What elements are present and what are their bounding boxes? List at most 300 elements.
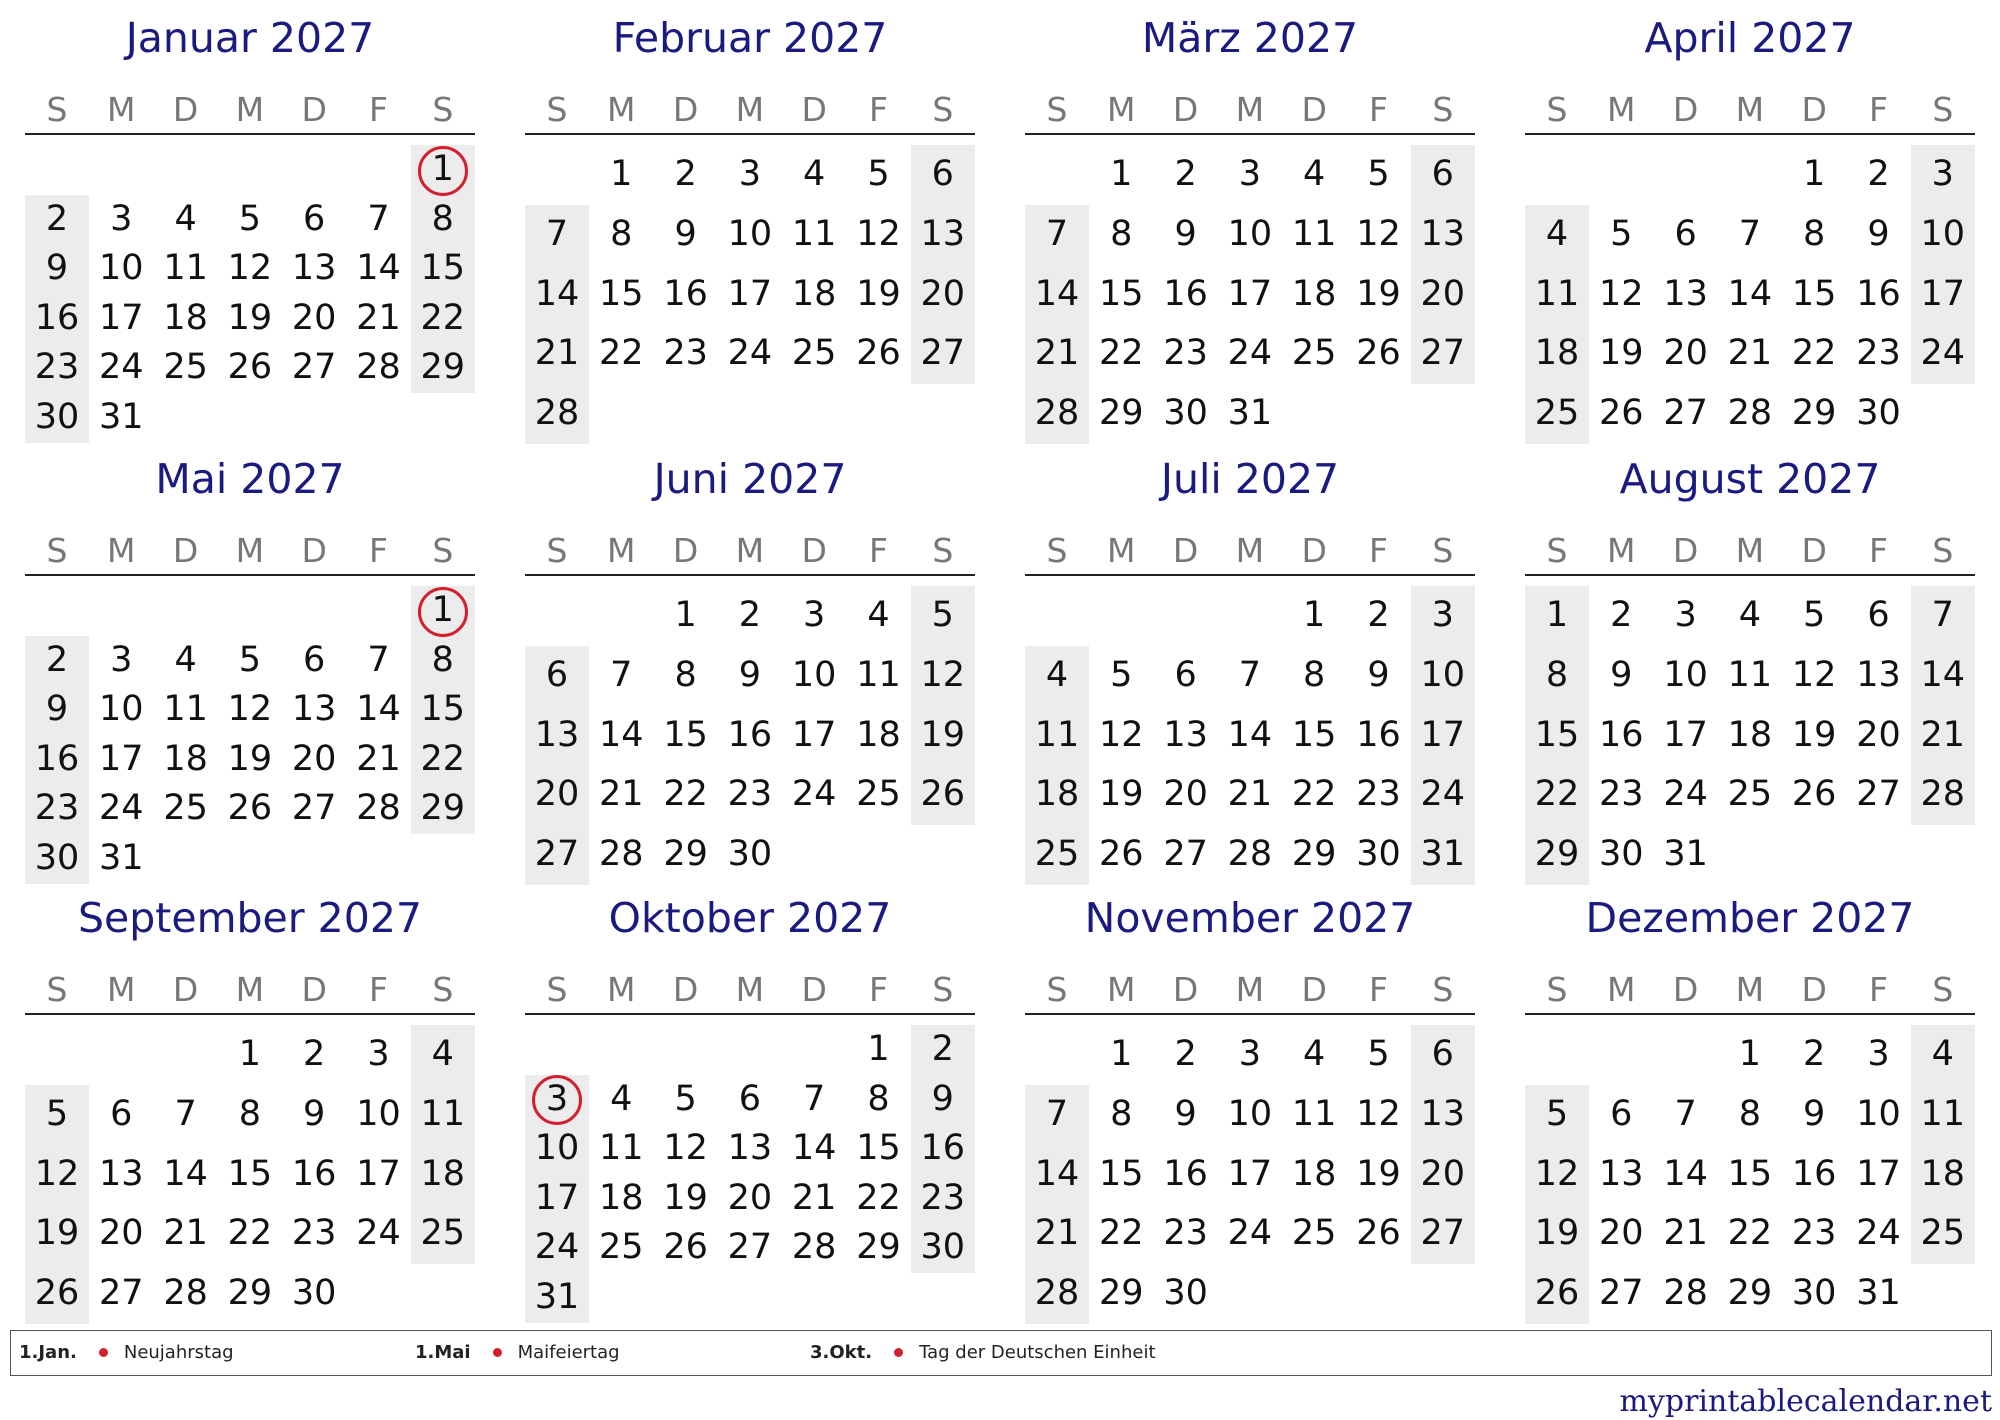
day-cell: 8 [1738,1093,1762,1134]
day-cell: 21 [1034,1213,1080,1254]
day-cell: 29 [1099,393,1144,434]
weekday-header: D [1172,531,1199,570]
weekday-header: M [607,531,636,570]
day-cell: 19 [1099,774,1144,815]
day-cell: 13 [99,1153,144,1194]
day-cell: 5 [1545,1093,1569,1134]
day-cell: 22 [420,738,466,779]
weekday-header: D [1301,90,1327,129]
day-cell: 8 [1803,213,1826,254]
day-cell: 19 [227,738,273,779]
day-cell: 13 [1663,273,1708,314]
day-cell: 16 [663,273,708,314]
day-cell: 4 [1545,213,1569,254]
header-rule [525,574,975,576]
day-cell: 22 [856,1177,901,1218]
day-cell: 6 [303,639,326,680]
day-cell: 30 [291,1273,337,1314]
day-cell: 7 [545,213,569,254]
day-cell: 5 [1610,213,1633,254]
weekday-header: F [369,90,388,129]
weekday-header: D [672,90,699,129]
day-cell: 11 [163,248,208,289]
day-cell: 31 [1227,393,1273,434]
day-cell: 20 [534,774,580,815]
day-cell: 1 [431,590,454,630]
day-cell: 2 [45,198,69,239]
month-calendar [525,10,975,440]
day-cell: 19 [1599,333,1644,374]
day-cell: 9 [1367,654,1390,695]
month-calendar [1525,10,1975,440]
day-cell: 9 [45,689,69,730]
day-cell: 3 [1238,154,1262,194]
day-cell: 18 [791,273,837,314]
day-cell: 10 [1856,1093,1901,1134]
day-cell: 15 [599,273,644,314]
day-cell: 24 [1663,774,1708,815]
day-cell: 12 [227,689,273,730]
weekday-header: M [735,531,765,570]
weekday-header: F [1869,531,1888,570]
day-cell: 4 [1738,595,1762,635]
month-calendar [525,890,975,1320]
day-cell: 17 [1227,273,1273,314]
day-cell: 6 [931,154,954,194]
weekday-header: D [301,531,327,570]
weekday-header: S [1932,90,1954,129]
day-cell: 15 [1291,714,1337,755]
day-cell: 31 [99,397,144,437]
day-cell: 6 [1674,213,1697,254]
weekday-header: S [46,531,68,570]
day-cell: 13 [1856,654,1901,695]
day-cell: 14 [1227,714,1273,755]
weekday-header: F [1369,970,1388,1009]
day-cell: 11 [856,654,901,695]
day-cell: 20 [727,1177,773,1218]
day-cell: 13 [1420,1093,1466,1134]
weekday-header: D [801,970,827,1009]
day-cell: 4 [610,1078,633,1119]
header-rule [1525,1013,1975,1015]
day-cell: 9 [738,654,762,695]
day-cell: 3 [1867,1034,1890,1074]
day-cell: 23 [291,1213,337,1254]
weekday-header: D [801,90,827,129]
day-cell: 5 [1803,595,1826,635]
day-cell: 11 [1291,1093,1337,1134]
day-cell: 8 [1545,654,1569,695]
day-cell: 30 [1163,1273,1208,1314]
weekday-header: S [546,90,568,129]
day-cell: 28 [534,393,580,434]
day-cell: 26 [920,774,966,815]
weekday-header: S [932,970,954,1009]
day-cell: 17 [1856,1153,1901,1194]
day-cell: 15 [1099,273,1144,314]
day-cell: 25 [1291,333,1337,374]
day-cell: 12 [227,248,273,289]
day-cell: 14 [599,714,644,755]
weekday-header: S [432,90,454,129]
day-cell: 7 [610,654,633,695]
day-cell: 30 [1856,393,1901,434]
day-cell: 18 [599,1177,644,1218]
day-cell: 10 [727,213,773,254]
legend-label: Maifeiertag [517,1342,620,1363]
day-cell: 12 [1356,213,1401,254]
day-cell: 28 [356,788,401,829]
day-cell: 7 [367,198,390,239]
weekday-header: F [1369,531,1388,570]
day-cell: 7 [1931,595,1954,635]
day-cell: 10 [99,248,144,289]
day-cell: 10 [99,689,144,730]
day-cell: 10 [1663,654,1708,695]
day-cell: 24 [1856,1213,1901,1254]
holiday-legend [10,1330,1992,1376]
day-cell: 16 [34,738,80,779]
day-cell: 9 [1610,654,1633,695]
day-cell: 2 [45,639,69,680]
day-cell: 21 [1920,714,1966,755]
day-cell: 16 [1599,714,1644,755]
day-cell: 22 [663,774,708,815]
day-cell: 4 [174,639,197,680]
month-title: Mai 2027 [155,455,345,503]
day-cell: 16 [1356,714,1401,755]
day-cell: 9 [45,248,69,289]
day-cell: 2 [1174,1034,1197,1074]
weekday-header: M [1235,970,1265,1009]
day-cell: 2 [931,1029,954,1069]
day-cell: 7 [1238,654,1262,695]
day-cell: 5 [238,198,262,239]
day-cell: 11 [1920,1093,1966,1134]
site-link[interactable]: myprintablecalendar.net [1619,1384,1992,1419]
day-cell: 1 [1545,595,1569,635]
day-cell: 12 [1356,1093,1401,1134]
day-cell: 29 [420,788,466,829]
day-cell: 4 [867,595,890,635]
weekday-header: D [801,531,827,570]
day-cell: 2 [1803,1034,1826,1074]
day-cell: 30 [727,834,773,875]
day-cell: 10 [1920,213,1966,254]
day-cell: 26 [663,1227,708,1268]
day-cell: 29 [856,1227,901,1268]
day-cell: 15 [856,1128,901,1169]
weekday-header: M [1607,970,1636,1009]
weekday-header: D [172,970,199,1009]
weekday-header: M [735,90,765,129]
weekday-header: M [1107,90,1136,129]
day-cell: 30 [34,397,80,437]
header-rule [1525,133,1975,135]
header-rule [25,1013,475,1015]
day-cell: 3 [1431,595,1454,635]
weekday-header: M [1235,531,1265,570]
weekday-header: S [46,90,68,129]
day-cell: 22 [1534,774,1580,815]
day-cell: 14 [534,273,580,314]
weekday-header: S [1932,531,1954,570]
day-cell: 25 [856,774,901,815]
day-cell: 3 [110,198,133,239]
day-cell: 23 [1163,333,1208,374]
day-cell: 16 [727,714,773,755]
day-cell: 19 [920,714,966,755]
day-cell: 8 [610,213,633,254]
day-cell: 24 [99,788,144,829]
weekday-header: S [1932,970,1954,1009]
day-cell: 20 [1599,1213,1644,1254]
day-cell: 14 [1663,1153,1708,1194]
day-cell: 8 [867,1078,890,1119]
day-cell: 15 [1791,273,1837,314]
day-cell: 21 [1034,333,1080,374]
day-cell: 28 [1034,393,1080,434]
day-cell: 16 [1163,273,1208,314]
day-cell: 8 [1110,1093,1133,1134]
day-cell: 24 [1420,774,1466,815]
weekday-header: M [235,531,265,570]
day-cell: 15 [420,689,466,730]
day-cell: 9 [1803,1093,1826,1134]
day-cell: 4 [1931,1034,1954,1074]
day-cell: 26 [227,788,273,829]
weekday-header: D [301,970,327,1009]
day-cell: 10 [1227,213,1273,254]
month-title: September 2027 [78,894,422,942]
holiday-dot-icon [493,1348,502,1357]
day-cell: 1 [1803,154,1826,194]
day-cell: 4 [1303,1034,1326,1074]
day-cell: 22 [1099,1213,1144,1254]
day-cell: 26 [856,333,901,374]
day-cell: 25 [1727,774,1773,815]
day-cell: 20 [920,273,966,314]
day-cell: 18 [1920,1153,1966,1194]
day-cell: 1 [867,1029,890,1069]
day-cell: 10 [534,1128,580,1169]
weekday-header: M [1107,531,1136,570]
day-cell: 27 [99,1273,144,1314]
day-cell: 24 [534,1227,580,1268]
day-cell: 28 [1663,1273,1708,1314]
day-cell: 10 [1227,1093,1273,1134]
month-title: Oktober 2027 [608,894,892,942]
day-cell: 22 [599,333,644,374]
day-cell: 17 [534,1177,580,1218]
day-cell: 28 [1920,774,1966,815]
weekday-header: M [235,90,265,129]
day-cell: 12 [856,213,901,254]
month-title: April 2027 [1644,14,1856,62]
header-rule [1525,574,1975,576]
day-cell: 17 [356,1153,401,1194]
day-cell: 29 [1099,1273,1144,1314]
weekday-header: M [107,970,136,1009]
day-cell: 19 [1791,714,1837,755]
day-cell: 12 [1599,273,1644,314]
month-calendar [1025,10,1475,440]
weekday-header: S [1046,90,1068,129]
day-cell: 20 [291,297,337,338]
day-cell: 29 [663,834,708,875]
day-cell: 26 [1099,834,1144,875]
day-cell: 18 [856,714,901,755]
day-cell: 13 [291,248,337,289]
day-cell: 15 [1727,1153,1773,1194]
holiday-dot-icon [894,1348,903,1357]
day-cell: 2 [303,1034,326,1074]
day-cell: 27 [1420,333,1466,374]
weekday-header: D [1301,531,1327,570]
day-cell: 3 [738,154,762,194]
day-cell: 11 [1291,213,1337,254]
day-cell: 15 [227,1153,273,1194]
day-cell: 27 [1856,774,1901,815]
day-cell: 10 [1420,654,1466,695]
day-cell: 2 [1610,595,1633,635]
day-cell: 25 [599,1227,644,1268]
weekday-header: S [1432,90,1454,129]
weekday-header: F [1869,970,1888,1009]
day-cell: 8 [238,1093,262,1134]
weekday-header: D [672,970,699,1009]
day-cell: 11 [420,1093,466,1134]
day-cell: 9 [931,1078,954,1119]
legend-item-maifeiertag [415,1331,620,1374]
day-cell: 20 [1420,1153,1466,1194]
day-cell: 9 [1174,1093,1197,1134]
day-cell: 24 [1920,333,1966,374]
day-cell: 12 [1791,654,1837,695]
day-cell: 27 [920,333,966,374]
day-cell: 22 [1099,333,1144,374]
day-cell: 23 [34,788,80,829]
day-cell: 21 [163,1213,208,1254]
month-title: März 2027 [1141,14,1359,62]
day-cell: 28 [1227,834,1273,875]
weekday-header: F [1369,90,1388,129]
day-cell: 13 [1599,1153,1644,1194]
month-title: November 2027 [1084,894,1416,942]
day-cell: 21 [356,738,401,779]
day-cell: 24 [99,347,144,388]
day-cell: 3 [110,639,133,680]
day-cell: 2 [1174,154,1197,194]
day-cell: 25 [791,333,837,374]
weekday-header: D [1301,970,1327,1009]
day-cell: 11 [599,1128,644,1169]
day-cell: 23 [1599,774,1644,815]
day-cell: 1 [1738,1034,1762,1074]
day-cell: 8 [1303,654,1326,695]
holiday-ring-icon [418,587,468,637]
day-cell: 6 [303,198,326,239]
weekday-header: S [432,531,454,570]
day-cell: 14 [1034,273,1080,314]
day-cell: 1 [431,149,454,189]
day-cell: 6 [545,654,569,695]
day-cell: 14 [791,1128,837,1169]
day-cell: 5 [1367,154,1390,194]
day-cell: 26 [227,347,273,388]
day-cell: 30 [1356,834,1401,875]
day-cell: 13 [727,1128,773,1169]
day-cell: 14 [1727,273,1773,314]
day-cell: 31 [1856,1273,1901,1314]
weekday-header: M [607,970,636,1009]
weekday-header: F [1869,90,1888,129]
day-cell: 15 [420,248,466,289]
weekday-header: D [1672,970,1699,1009]
weekday-header: S [932,90,954,129]
day-cell: 29 [227,1273,273,1314]
day-cell: 16 [1791,1153,1837,1194]
day-cell: 3 [367,1034,390,1074]
day-cell: 30 [1599,834,1644,875]
day-cell: 29 [1534,834,1580,875]
legend-item-neujahrstag [19,1331,234,1374]
day-cell: 21 [534,333,580,374]
day-cell: 2 [738,595,762,635]
month-title: Dezember 2027 [1585,894,1915,942]
day-cell: 3 [803,595,826,635]
day-cell: 6 [738,1078,762,1119]
weekday-header: D [672,531,699,570]
day-cell: 25 [1291,1213,1337,1254]
day-cell: 11 [1727,654,1773,695]
day-cell: 25 [163,788,208,829]
day-cell: 3 [545,1078,569,1119]
day-cell: 27 [1663,393,1708,434]
weekday-header: M [1107,970,1136,1009]
day-cell: 22 [1727,1213,1773,1254]
weekday-header: S [1046,531,1068,570]
header-rule [1025,133,1475,135]
day-cell: 18 [163,297,208,338]
day-cell: 17 [1227,1153,1273,1194]
day-cell: 14 [1920,654,1966,695]
day-cell: 4 [1045,654,1069,695]
day-cell: 16 [1856,273,1901,314]
weekday-header: M [1607,531,1636,570]
day-cell: 14 [356,248,401,289]
day-cell: 24 [1227,1213,1273,1254]
day-cell: 21 [1727,333,1773,374]
weekday-header: S [1546,90,1568,129]
day-cell: 23 [1791,1213,1837,1254]
day-cell: 27 [534,834,580,875]
month-calendar [25,10,475,440]
day-cell: 1 [674,595,697,635]
month-calendar [1025,890,1475,1320]
day-cell: 20 [1163,774,1208,815]
weekday-header: D [1801,90,1827,129]
legend-date: 1.Jan. [19,1342,77,1363]
day-cell: 29 [1727,1273,1773,1314]
day-cell: 7 [803,1078,826,1119]
header-rule [1025,1013,1475,1015]
day-cell: 22 [227,1213,273,1254]
weekday-header: M [607,90,636,129]
weekday-header: D [1672,90,1699,129]
day-cell: 9 [1867,213,1890,254]
